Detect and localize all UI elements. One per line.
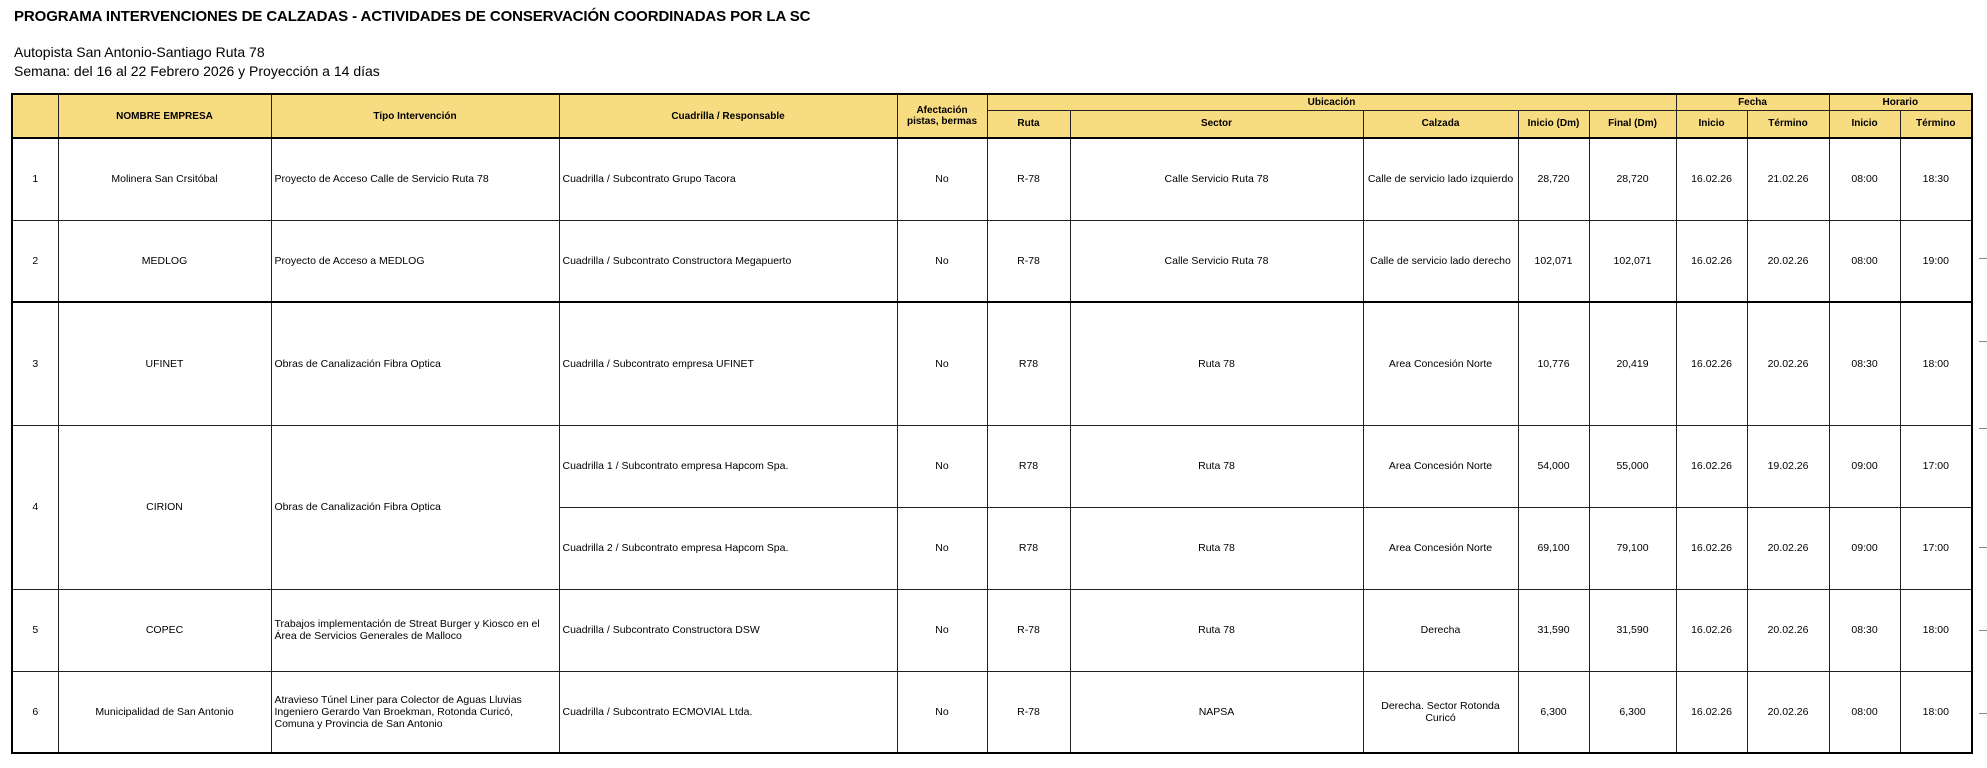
header-cuadrilla: Cuadrilla / Responsable	[559, 94, 897, 138]
cell-cuadrilla: Cuadrilla 1 / Subcontrato empresa Hapcom Spa.	[559, 425, 897, 507]
cell-ruta: R-78	[987, 138, 1070, 220]
margin-tick	[1979, 547, 1987, 548]
header-ubicacion: Ubicación	[987, 94, 1676, 110]
cell-inicio-dm: 28,720	[1518, 138, 1589, 220]
cell-cuadrilla: Cuadrilla / Subcontrato Grupo Tacora	[559, 138, 897, 220]
cell-sector: Ruta 78	[1070, 507, 1363, 589]
cell-empresa: Municipalidad de San Antonio	[58, 671, 271, 753]
cell-hora-inicio: 08:00	[1829, 220, 1900, 302]
cell-hora-termino: 18:00	[1900, 671, 1972, 753]
cell-fecha-inicio: 16.02.26	[1676, 507, 1747, 589]
cell-inicio-dm: 10,776	[1518, 302, 1589, 425]
cell-fecha-termino: 21.02.26	[1747, 138, 1829, 220]
cell-fecha-termino: 20.02.26	[1747, 220, 1829, 302]
table-row	[12, 589, 1972, 671]
table-row	[12, 220, 1972, 302]
cell-fecha-inicio: 16.02.26	[1676, 671, 1747, 753]
cell-fecha-termino: 20.02.26	[1747, 589, 1829, 671]
cell-fecha-termino: 20.02.26	[1747, 302, 1829, 425]
cell-empresa: Molinera San Crsitóbal	[58, 138, 271, 220]
cell-sector: Calle Servicio Ruta 78	[1070, 220, 1363, 302]
cell-calzada: Derecha	[1363, 589, 1518, 671]
cell-fecha-inicio: 16.02.26	[1676, 220, 1747, 302]
interventions-table	[11, 93, 1973, 754]
cell-inicio-dm: 31,590	[1518, 589, 1589, 671]
table-row	[12, 671, 1972, 753]
cell-empresa: CIRION	[58, 425, 271, 589]
cell-tipo: Obras de Canalización Fibra Optica	[271, 425, 559, 589]
cell-afectacion: No	[897, 302, 987, 425]
header-hora-inicio: Inicio	[1829, 110, 1900, 138]
cell-inicio-dm: 54,000	[1518, 425, 1589, 507]
margin-tick	[1979, 630, 1987, 631]
cell-empresa: COPEC	[58, 589, 271, 671]
cell-calzada: Calle de servicio lado izquierdo	[1363, 138, 1518, 220]
cell-inicio-dm: 69,100	[1518, 507, 1589, 589]
header-afectacion: Afectación pistas, bermas	[897, 94, 987, 138]
cell-cuadrilla: Cuadrilla / Subcontrato ECMOVIAL Ltda.	[559, 671, 897, 753]
cell-cuadrilla: Cuadrilla / Subcontrato Constructora DSW	[559, 589, 897, 671]
cell-final-dm: 28,720	[1589, 138, 1676, 220]
margin-tick	[1979, 713, 1987, 714]
cell-fecha-inicio: 16.02.26	[1676, 425, 1747, 507]
cell-hora-termino: 18:00	[1900, 589, 1972, 671]
cell-calzada: Derecha. Sector Rotonda Curicó	[1363, 671, 1518, 753]
cell-fecha-termino: 20.02.26	[1747, 671, 1829, 753]
header-fecha-inicio: Inicio	[1676, 110, 1747, 138]
cell-calzada: Area Concesión Norte	[1363, 302, 1518, 425]
margin-tick	[1979, 428, 1987, 429]
table-row	[12, 302, 1972, 425]
cell-final-dm: 55,000	[1589, 425, 1676, 507]
margin-tick	[1979, 258, 1987, 259]
cell-afectacion: No	[897, 138, 987, 220]
row-number: 6	[12, 671, 58, 753]
cell-ruta: R-78	[987, 671, 1070, 753]
cell-cuadrilla: Cuadrilla / Subcontrato Constructora Megapuerto	[559, 220, 897, 302]
cell-ruta: R78	[987, 302, 1070, 425]
cell-cuadrilla: Cuadrilla / Subcontrato empresa UFINET	[559, 302, 897, 425]
cell-sector: NAPSA	[1070, 671, 1363, 753]
cell-sector: Ruta 78	[1070, 302, 1363, 425]
header-final-dm: Final (Dm)	[1589, 110, 1676, 138]
cell-tipo: Proyecto de Acceso Calle de Servicio Ruta 78	[271, 138, 559, 220]
cell-empresa: MEDLOG	[58, 220, 271, 302]
cell-cuadrilla: Cuadrilla 2 / Subcontrato empresa Hapcom Spa.	[559, 507, 897, 589]
header-empresa: NOMBRE EMPRESA	[58, 94, 271, 138]
header-index	[12, 94, 58, 138]
page-title: PROGRAMA INTERVENCIONES DE CALZADAS - ACTIVIDADES DE CONSERVACIÓN COORDINADAS POR LA SC	[14, 8, 811, 25]
cell-hora-inicio: 08:00	[1829, 671, 1900, 753]
cell-afectacion: No	[897, 507, 987, 589]
cell-tipo: Proyecto de Acceso a MEDLOG	[271, 220, 559, 302]
cell-inicio-dm: 102,071	[1518, 220, 1589, 302]
cell-tipo: Atravieso Túnel Liner para Colector de Aguas Lluvias Ingeniero Gerardo Van Broekman, Rotonda Curicó, Comuna y Provincia de San Antonio	[271, 671, 559, 753]
cell-inicio-dm: 6,300	[1518, 671, 1589, 753]
cell-ruta: R-78	[987, 589, 1070, 671]
cell-tipo: Obras de Canalización Fibra Optica	[271, 302, 559, 425]
cell-fecha-inicio: 16.02.26	[1676, 302, 1747, 425]
row-number: 2	[12, 220, 58, 302]
cell-final-dm: 31,590	[1589, 589, 1676, 671]
cell-hora-inicio: 08:30	[1829, 589, 1900, 671]
cell-final-dm: 20,419	[1589, 302, 1676, 425]
cell-fecha-inicio: 16.02.26	[1676, 138, 1747, 220]
header-fecha: Fecha	[1676, 94, 1829, 110]
cell-final-dm: 102,071	[1589, 220, 1676, 302]
table-row	[12, 425, 1972, 507]
cell-fecha-termino: 19.02.26	[1747, 425, 1829, 507]
cell-afectacion: No	[897, 589, 987, 671]
row-number: 3	[12, 302, 58, 425]
header-fecha-termino: Término	[1747, 110, 1829, 138]
table-row	[12, 138, 1972, 220]
subtitle-week: Semana: del 16 al 22 Febrero 2026 y Proyección a 14 días	[14, 63, 380, 79]
cell-calzada: Calle de servicio lado derecho	[1363, 220, 1518, 302]
header-tipo: Tipo Intervención	[271, 94, 559, 138]
cell-calzada: Area Concesión Norte	[1363, 507, 1518, 589]
cell-empresa: UFINET	[58, 302, 271, 425]
header-ruta: Ruta	[987, 110, 1070, 138]
cell-ruta: R-78	[987, 220, 1070, 302]
cell-hora-termino: 19:00	[1900, 220, 1972, 302]
row-number: 1	[12, 138, 58, 220]
cell-fecha-termino: 20.02.26	[1747, 507, 1829, 589]
cell-final-dm: 79,100	[1589, 507, 1676, 589]
cell-hora-termino: 17:00	[1900, 425, 1972, 507]
cell-hora-termino: 18:30	[1900, 138, 1972, 220]
row-number: 5	[12, 589, 58, 671]
cell-hora-inicio: 09:00	[1829, 425, 1900, 507]
subtitle-route: Autopista San Antonio-Santiago Ruta 78	[14, 44, 265, 60]
cell-sector: Calle Servicio Ruta 78	[1070, 138, 1363, 220]
cell-hora-inicio: 08:30	[1829, 302, 1900, 425]
header-sector: Sector	[1070, 110, 1363, 138]
cell-afectacion: No	[897, 671, 987, 753]
cell-hora-inicio: 09:00	[1829, 507, 1900, 589]
cell-ruta: R78	[987, 425, 1070, 507]
cell-hora-termino: 18:00	[1900, 302, 1972, 425]
cell-final-dm: 6,300	[1589, 671, 1676, 753]
header-inicio-dm: Inicio (Dm)	[1518, 110, 1589, 138]
cell-tipo: Trabajos implementación de Streat Burger y Kiosco en el Área de Servicios Generales de Malloco	[271, 589, 559, 671]
header-horario: Horario	[1829, 94, 1972, 110]
cell-afectacion: No	[897, 220, 987, 302]
cell-fecha-inicio: 16.02.26	[1676, 589, 1747, 671]
cell-hora-inicio: 08:00	[1829, 138, 1900, 220]
cell-hora-termino: 17:00	[1900, 507, 1972, 589]
margin-tick	[1979, 341, 1987, 342]
header-calzada: Calzada	[1363, 110, 1518, 138]
cell-calzada: Area Concesión Norte	[1363, 425, 1518, 507]
cell-sector: Ruta 78	[1070, 425, 1363, 507]
cell-sector: Ruta 78	[1070, 589, 1363, 671]
row-number: 4	[12, 425, 58, 589]
header-hora-termino: Término	[1900, 110, 1972, 138]
cell-ruta: R78	[987, 507, 1070, 589]
cell-afectacion: No	[897, 425, 987, 507]
